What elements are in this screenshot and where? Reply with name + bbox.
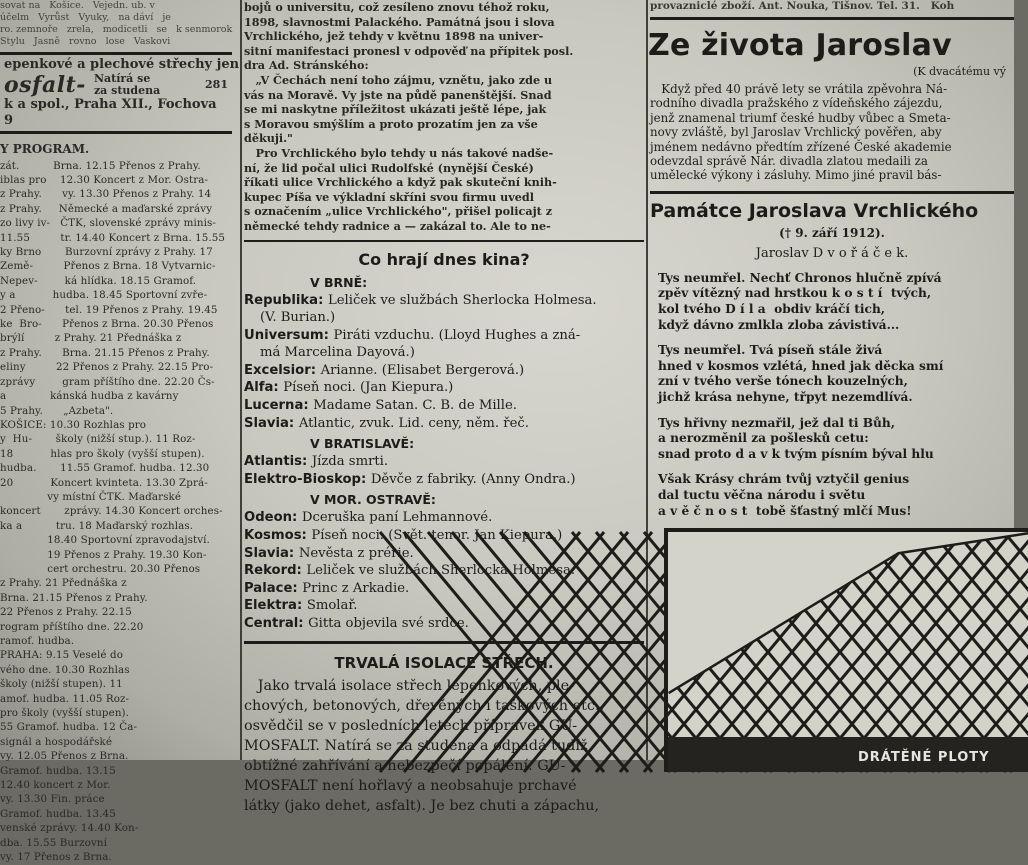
film-title: Piráti vzduchu. (Lloyd Hughes a zná- [333, 327, 581, 343]
poem-stanza: Tys hřivny nezmařil, jež dal ti Bůh, a nerozměnil za pošlesků cetu: snad proto d a v k tvým písním býval hlu [658, 415, 934, 461]
program-line: 20 Koncert kvinteta. 13.30 Zprá- [0, 476, 208, 489]
program-line: 18.40 Sportovní zpravodajství. [0, 534, 210, 547]
program-line: KOŠICE: 10.30 Rozhlas pro [0, 418, 147, 431]
program-line: 18 hlas pro školy (vyšší stupen). [0, 447, 205, 460]
section-rule [650, 17, 1014, 20]
text-line: osvědčil se v posledních letech přípravek GU- [244, 717, 578, 734]
program-line: Země- Přenos z Brna. 18 Vytvarnic- [0, 260, 216, 273]
text-line: účelm Vyrůst Vyuky, na dáví je [0, 12, 171, 23]
program-line: signál a hospodářské [0, 735, 113, 748]
program-line: zprávy gram příštího dne. 22.20 Čs- [0, 375, 215, 388]
text-line: novy zvláště, byl Jaroslav Vrchlický pověřen, aby [650, 125, 942, 140]
text-line: sitní manifestaci pronesl v odpověď na přípitek posl. [244, 43, 574, 58]
cinema-name: Alfa: [244, 380, 284, 396]
article-subtitle: (K dvacátému vý [913, 65, 1006, 78]
cinema-entry [244, 509, 644, 527]
program-line: amof. hudba. 11.05 Roz- [0, 692, 130, 705]
cinema-name: Elektra: [244, 598, 307, 614]
text-line: kupec Píša ve výkladní skříni svou firmu uvedl [244, 189, 534, 204]
column-divider-left [240, 0, 242, 760]
wire-fence-illustration [668, 532, 1028, 772]
program-line: ke Bro- Přenos z Brna. 20.30 Přenos [0, 318, 214, 331]
poem-author: Jaroslav D v o ř á č e k. [755, 245, 909, 261]
radio-program-title: Y PROGRAM. [0, 142, 90, 156]
film-title: Nevěsta z prérie. [298, 545, 414, 561]
text-line: „V Čechách není toho zájmu, vznětu, jako zde u [244, 72, 553, 87]
cinema-name: Palace: [244, 580, 303, 596]
ad-note-2: za studena [93, 84, 161, 97]
cinema-name: Slavia: [244, 545, 299, 561]
column-divider-right [646, 0, 648, 760]
program-line: 19 Přenos z Prahy. 19.30 Kon- [0, 548, 207, 561]
program-line: brýlí z Prahy. 21 Přednáška z [0, 332, 182, 345]
film-title: Píseň noci. (Svět. tenor. Jan Kiepura.) [311, 528, 563, 544]
film-title: Děvče z fabriky. (Anny Ondra.) [370, 471, 576, 487]
program-line: vy. 13.30 Fin. práce [0, 793, 105, 806]
film-title: Madame Satan. C. B. de Mille. [313, 398, 517, 414]
text-line: ro. zemnoře zrela, modicetli se k senmorok [0, 24, 233, 35]
city-heading: V MOR. OSTRAVĚ: [310, 492, 436, 508]
left-head-text [0, 0, 238, 48]
isolation-article-title: TRVALÁ ISOLACE STŘECH. [334, 653, 554, 672]
program-line: iblas pro 12.30 Koncert z Mor. Ostra- [0, 174, 209, 186]
radio-program-text [0, 159, 238, 865]
film-title: Leliček ve službách Sherlocka Holmesa. [327, 292, 597, 308]
program-line: zát. Brna. 12.15 Přenos z Prahy. [0, 159, 201, 172]
cinema-name: Odeon: [244, 510, 302, 526]
text-line: Když před 40 právě lety se vrátila zpěvohra Ná- [650, 82, 948, 96]
text-line: jménem nedávno předtím zřízené České akademie [650, 139, 952, 154]
cinema-name: Atlantis: [244, 454, 312, 470]
film-title: Leliček ve službách Sherlocka Holmesa. [306, 563, 576, 579]
program-line: z Prahy. Německé a maďarské zprávy [0, 202, 213, 215]
city-heading: V BRATISLAVĚ: [310, 436, 415, 452]
middle-column [244, 0, 644, 814]
film-title: Atlantic, zvuk. Lid. ceny, něm. řeč. [298, 415, 529, 431]
cinema-entry [244, 397, 644, 415]
program-line: 2 Přeno- tel. 19 Přenos z Prahy. 19.45 [0, 303, 218, 316]
program-line: cert orchestru. 20.30 Přenos [0, 562, 201, 575]
text-line: sovat na Košice. Vejedn. ub. v [0, 0, 155, 11]
program-line: eliny 22 Přenos z Prahy. 22.15 Pro- [0, 361, 214, 374]
text-line: chových, betonových, dřevěných i taškových etc., [244, 697, 605, 714]
cinema-name: Rekord: [244, 563, 307, 579]
text-line: rodního divadla pražského z vídeňského zájezdu, [650, 96, 943, 111]
text-line: 1898, slavnostmi Palackého. Památná jsou i slova [244, 14, 555, 29]
film-title: Gitta objevila své srdce. [308, 616, 469, 631]
text-line: umělecké výkony i zásluhy. Mimo jiné pravil bás- [650, 168, 942, 183]
text-line: s označením „ulice Vrchlického", přišel policajt z [244, 204, 553, 219]
program-line: PRAHA: 9.15 Veselé do [0, 649, 123, 662]
cinema-name: Slavia: [244, 415, 299, 431]
program-line: 55 Gramof. hudba. 12 Ča- [0, 721, 138, 734]
ad-note-1: Natírá se [93, 72, 151, 85]
film-title: má Marcelina Dayová.) [260, 345, 415, 361]
poem-body [650, 271, 1014, 519]
program-line: vy místní ČTK. Maďarské [0, 490, 182, 503]
program-line: hudba. 11.55 Gramof. hudba. 12.30 [0, 462, 210, 475]
text-line: Stylu Jasně rovno lose Vaskovi [0, 36, 171, 47]
text-line: německé tehdy radnice a — zakázal to. Ale to ne- [244, 218, 551, 233]
cinema-entry [244, 415, 644, 433]
program-line: vy. 12.05 Přenos z Brna. [0, 750, 129, 763]
film-title: Arianne. (Elisabet Bergerová.) [320, 362, 525, 378]
text-line: Jako trvalá isolace střech lepenkových, ple- [244, 677, 575, 694]
cinema-entry [244, 379, 644, 397]
text-line: ní, že lid počal ulici Rudolfské (nynější České) [244, 160, 534, 175]
program-line: pro školy (vyšší stupen). [0, 707, 130, 720]
cinema-name: Republika: [244, 292, 328, 308]
program-line: vy. 17 Přenos z Brna. [0, 851, 112, 864]
cinema-entry [244, 362, 644, 380]
cinema-entry [244, 292, 644, 310]
cinema-name: Kosmos: [244, 528, 312, 544]
program-line: vého dne. 10.30 Rozhlas [0, 663, 130, 676]
cinema-entry [244, 327, 644, 345]
right-head-text [650, 0, 1014, 13]
text-line: provazniclé zboží. Ant. Nouka, Tišnov. Tel. 31. Koh [650, 0, 955, 12]
film-title: Dceruška paní Lehmannové. [301, 510, 493, 526]
program-line: školy (nižší stupen). 11 [0, 678, 123, 691]
text-line: MOSFALT. Natírá se za studena a odpadá tudíž [244, 737, 588, 754]
program-line: 22 Přenos z Prahy. 22.15 [0, 606, 132, 619]
cinema-name: Central: [244, 616, 309, 631]
vrchlicky-article-continuation [244, 0, 644, 234]
article-title: Ze života Jaroslav [648, 28, 952, 63]
text-line: se mi naskytne příležitost ukázati ještě lépe, jak [244, 102, 547, 117]
program-line: z Prahy. 21 Přednáška z [0, 577, 127, 590]
program-line: venské zprávy. 14.40 Kon- [0, 822, 139, 835]
poem-stanza: Tys neumřel. Tvá píseň stále živá hned v kosmos vzlétá, hned jak děcka smí zní v tvého verše tónech kouzelných, jichž krása nehyne, třpyt nezemdlívá. [658, 343, 944, 404]
poem-date: († 9. září 1912). [779, 225, 885, 240]
film-title: (V. Burian.) [260, 310, 336, 326]
poem-stanza: Tys neumřel. Nechť Chronos hlučně zpívá zpěv vítězný nad hrstkou k o s t í tvých, kol tvého D í l a obdiv kráčí tich, když dávno zmlkla zloba závistivá... [658, 270, 942, 332]
program-line: z Prahy. vy. 13.30 Přenos z Prahy. 14 [0, 188, 212, 201]
poem-stanza: Však Krásy chrám tvůj vztyčil genius dal tuctu věčna národu i světu a v ě č n o s t tobě šťastný mlčí Mus! [658, 472, 912, 518]
text-line: Vrchlického, jež tehdy v květnu 1898 na univer- [244, 29, 544, 44]
right-column [648, 0, 1014, 765]
cinema-entry [244, 527, 644, 545]
film-title: Jízda smrti. [311, 454, 389, 470]
text-line: vás na Moravě. Vy jste na půdě panenštější. Snad [244, 87, 552, 102]
cinema-entry [244, 453, 644, 471]
cinema-entry [244, 344, 644, 362]
city-heading: V BRNĚ: [310, 274, 368, 290]
text-line: dra Ad. Stránského: [244, 58, 369, 73]
text-line: bojů o universitu, což zesíleno znovu téhož roku, [244, 0, 550, 14]
program-line: Gramof. hudba. 13.15 [0, 764, 116, 777]
cinema-entry [244, 580, 644, 598]
text-line: Pro Vrchlického bylo tehdy u nás takové nadše- [244, 145, 554, 160]
text-line: látky (jako dehet, asfalt). Je bez chuti a zápachu, [244, 797, 600, 814]
article-text [650, 82, 1014, 183]
text-line: odevzdal správě Nár. divadla zlatou medaili za [650, 154, 928, 169]
ad-address: k a spol., Praha XII., Fochova 9 [4, 97, 217, 128]
text-line: jenž znamenal triumf české hudby vůbec a Smeta- [650, 110, 951, 125]
cinema-name: Excelsior: [244, 362, 321, 378]
ad-side-number: 281 [205, 78, 228, 91]
program-line: koncert zprávy. 14.30 Koncert orches- [0, 505, 223, 518]
program-line: ramof. hudba. [0, 635, 75, 647]
ad-headline: epenkové a plechové střechy jen [4, 57, 240, 72]
fence-ad-caption: DRÁTĚNÉ PLOTY [858, 750, 990, 765]
poem-title: Památce Jaroslava Vrchlického [650, 191, 1014, 222]
wire-fence-ad [664, 528, 1028, 772]
text-line: MOSFALT není hořlavý a neobsahuje prchavé [244, 777, 577, 794]
program-line: rogram příštího dne. 22.20 [0, 620, 144, 633]
ad-brand: osfalt- [4, 71, 86, 98]
left-column [0, 0, 240, 864]
cinema-name: Elektro-Bioskop: [244, 471, 371, 487]
text-line: obtížné zahřívání a nebezpečí popálení. GU- [244, 757, 566, 774]
cinema-entry [244, 615, 644, 633]
cinema-entry [244, 471, 644, 489]
cinema-listing-title: Co hrají dnes kina? [358, 249, 530, 269]
text-line: říkati ulice Vrchlického a když pak skuteční knih- [244, 175, 557, 190]
program-line: z Prahy. Brna. 21.15 Přenos z Prahy. [0, 346, 210, 359]
film-title: Smolař. [306, 598, 358, 614]
film-title: Princ z Arkadie. [302, 580, 410, 596]
program-line: ka a tru. 18 Maďarský rozhlas. [0, 519, 194, 532]
program-line: zo livy iv- ČTK, slovenské zprávy minis- [0, 217, 216, 230]
program-line: 11.55 tr. 14.40 Koncert z Brna. 15.55 [0, 231, 226, 244]
program-line: dba. 15.55 Burzovní [0, 836, 108, 849]
cinema-entry [244, 309, 644, 327]
text-line: děkuji." [244, 131, 293, 146]
program-line: Brna. 21.15 Přenos z Prahy. [0, 591, 148, 604]
cinema-name: Lucerna: [244, 398, 314, 414]
program-line: Nepev- ká hlídka. 18.15 Gramof. [0, 274, 197, 287]
program-line: y Hu- školy (nižší stup.). 11 Roz- [0, 433, 196, 446]
gumosfalt-ad [0, 52, 240, 134]
program-line: a kánská hudba z kavárny [0, 390, 179, 403]
program-line: Gramof. hudba. 13.45 [0, 807, 116, 820]
section-rule [244, 240, 644, 242]
text-line: s Moravou smýšlím a proto prozatím jen za vše [244, 116, 538, 131]
cinema-name: Universum: [244, 327, 334, 343]
program-line: 12.40 koncert z Mor. [0, 779, 111, 792]
program-line: y a hudba. 18.45 Sportovní zvře- [0, 289, 208, 302]
program-line: ky Brno Burzovní zprávy z Prahy. 17 [0, 246, 213, 259]
film-title: Píseň noci. (Jan Kiepura.) [283, 380, 454, 396]
program-line: 5 Prahy. „Azbeta". [0, 404, 114, 417]
